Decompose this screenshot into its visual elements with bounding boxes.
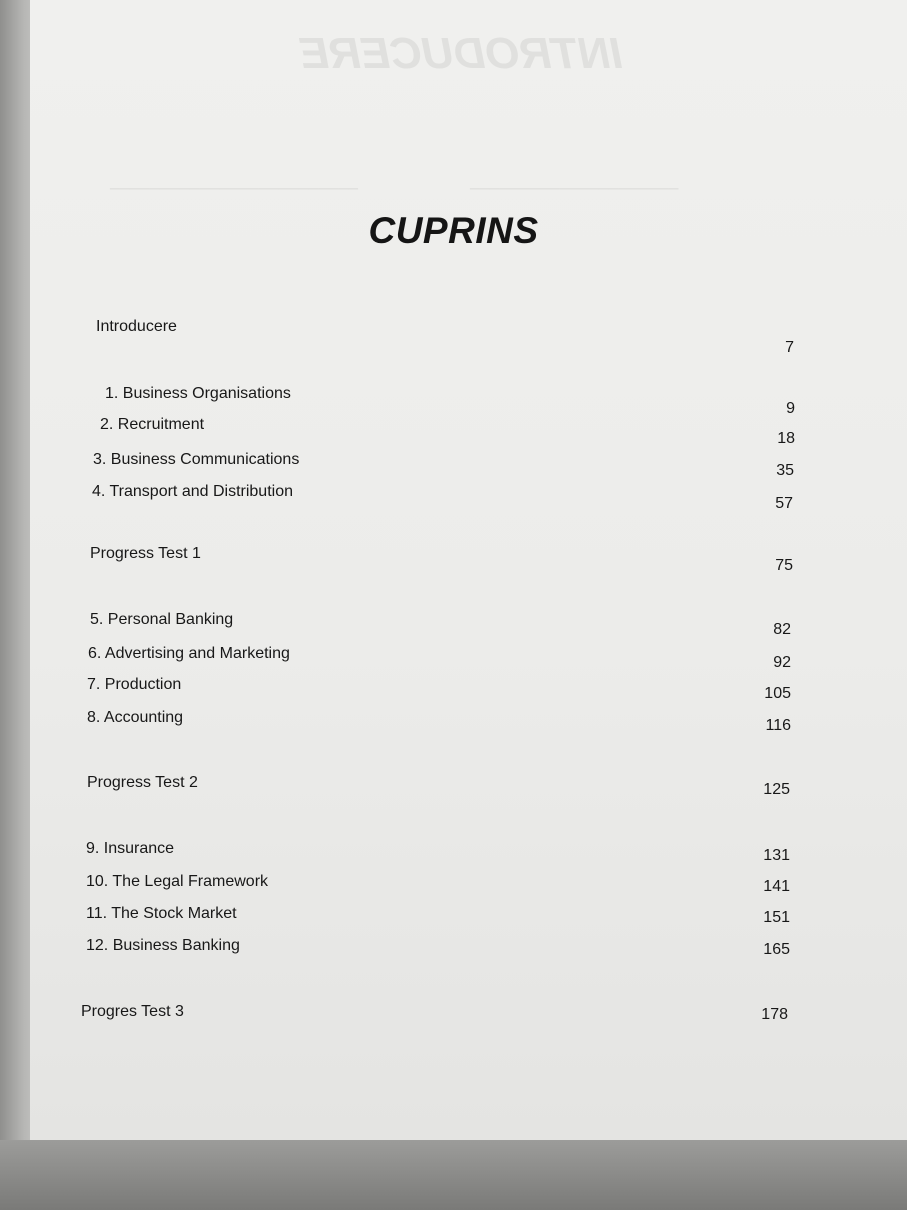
page-title: CUPRINS (368, 210, 539, 251)
toc-entry (0, 840, 907, 864)
toc-entry-title: Progress Test 1 (90, 545, 201, 562)
toc-entry-title: 6. Advertising and Marketing (88, 645, 290, 662)
toc-entry (0, 385, 907, 417)
toc-entry (0, 676, 907, 700)
toc-entry-title: 1. Business Organisations (105, 385, 291, 402)
page-bottom-shadow (0, 1140, 907, 1210)
toc-entry-title: Progres Test 3 (81, 1003, 184, 1020)
toc-entry-title: 8. Accounting (87, 709, 184, 726)
toc-entry (0, 774, 907, 798)
toc-entry-page: 116 (765, 717, 791, 734)
bleed-through-text: ───────────────────── (470, 180, 679, 196)
toc-entry-page: 125 (763, 781, 790, 798)
toc-entry-title: Introducere (96, 318, 177, 335)
toc-entry (0, 937, 907, 961)
toc-entry-title: 9. Insurance (86, 840, 175, 857)
toc-entry-title: 2. Recruitment (100, 416, 205, 433)
toc-entry-title: 11. The Stock Market (86, 905, 237, 922)
toc-entry (0, 545, 907, 574)
bleed-through-text: ───────────────────────── (110, 180, 358, 196)
toc-entry-page: 82 (773, 621, 791, 638)
toc-entry-title: 7. Production (87, 676, 182, 693)
toc-entry (0, 905, 907, 929)
toc-entry-title: 12. Business Banking (86, 937, 240, 954)
toc-entry-title: 10. The Legal Framework (86, 873, 269, 890)
toc-entry (0, 318, 907, 356)
toc-entry-page: 131 (763, 847, 790, 864)
toc-entry-title: 4. Transport and Distribution (92, 483, 293, 500)
toc-entry-title: 3. Business Communications (93, 451, 300, 468)
bleed-through-heading: INTRODUCERE (300, 29, 623, 78)
toc-entry-page: 165 (763, 941, 790, 958)
toc-entry (0, 645, 907, 669)
toc-entry-page: 9 (786, 400, 795, 417)
toc-entry (0, 873, 907, 897)
toc-entry-page: 178 (761, 1006, 788, 1023)
toc-entry-page: 151 (763, 909, 790, 926)
toc-entry (0, 611, 907, 638)
toc-entry (0, 709, 907, 733)
toc-entry-page: 75 (775, 557, 793, 574)
toc-entry-page: 35 (776, 462, 794, 479)
toc-entry-page: 18 (777, 430, 795, 447)
toc-entry (0, 483, 907, 512)
toc-entry-page: 92 (773, 654, 791, 671)
toc-entry-page: 57 (775, 495, 793, 512)
toc-entry (0, 416, 907, 447)
toc-entry-page: 105 (764, 685, 791, 702)
book-page (30, 0, 907, 1150)
toc-entry-page: 7 (785, 339, 794, 356)
toc-entry-title: Progress Test 2 (87, 774, 198, 791)
toc-entry-page: 141 (763, 878, 790, 895)
toc-entry-title: 5. Personal Banking (90, 611, 234, 628)
toc-entry (0, 451, 907, 479)
toc-entry (0, 1003, 907, 1027)
